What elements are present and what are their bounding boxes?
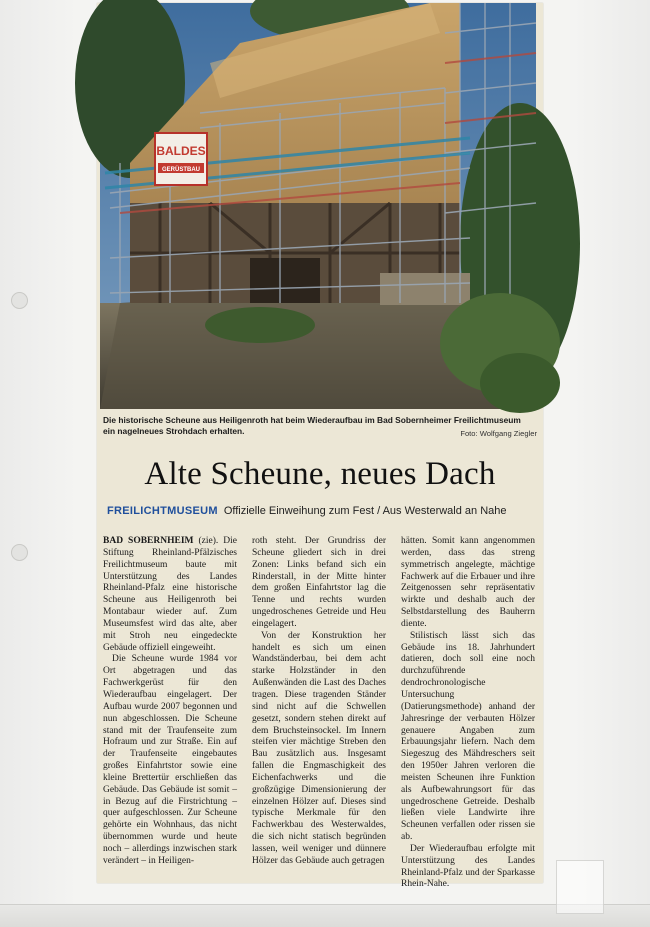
paragraph-text: (zie). Die Stiftung Rheinland-Pfälzisches Freilichtmuseum baute mit Unterstützung des Landes Rheinland-Pfalz eine historische Scheune aus Heiligenroth bei Montabaur wieder auf. Zum Museumsfest wird das alte, aber mit Stroh neu eingedeckte Gebäude offiziell eingeweiht. [103,536,237,653]
photo-credit: Foto: Wolfgang Ziegler [460,429,537,438]
text-column-3 [401,536,535,890]
dateline: BAD SOBERNHEIM [103,536,194,546]
paragraph: roth steht. Der Grundriss der Scheune gliedert sich in drei Zonen: Links befand sich ein Rinderstall, in der Mitte hinter dem großen Einfahrtstor lag die Tenne und rechts wurden ungedroschenes Getreide und Heu eingelagert. [252,536,386,629]
svg-text:BALDES: BALDES [156,144,206,158]
article-subheadline: Offizielle Einweihung zum Fest / Aus Westerwald an Nahe [223,505,507,517]
svg-text:GERÜSTBAU: GERÜSTBAU [161,167,201,173]
newspaper-clipping [97,3,543,890]
text-column-2 [252,536,386,881]
photo-caption: Die historische Scheune aus Heiligenroth hat beim Wiederaufbau im Bad Sobernheimer Freilichtmuseum ein nagelneues Strohdach erhalten. [103,415,521,436]
paragraph: Die Scheune wurde 1984 vor Ort abgetragen und das Fachwerkgerüst für den Wiederaufbau eingelagert. Der Aufbau wurde 2007 begonnen und nun abgeschlossen. Die Scheune stand mit der Traufenseite zum Hofraum und zur Straße. Ein auf der Traufenseite eingebautes großes Einfahrtstor sowie eine kleine Brettertür erschließen das Gebäude. Das Gebäude ist somit – in Bezug auf die Firstrichtung – quer aufgeschlossen. Zur Scheune gehörte ein Wohnhaus, das nicht übernommen wurde und heute noch – allerdings inzwischen stark verändert – in Heiligen- [103,654,237,866]
article-body [103,536,535,890]
punch-hole-middle [11,544,28,561]
paragraph: Der Wiederaufbau erfolgte mit Unterstützung des Landes Rheinland-Pfalz und der Sparkasse Rhein-Nahe. [401,843,535,890]
punch-hole-top [11,292,28,309]
kicker-row [107,505,537,517]
paragraph [103,536,237,654]
paragraph: hätten. Somit kann angenommen werden, dass das streng symmetrisch angelegte, mächtige Fachwerk auf die Erbauer und ihre Zeitgenossen sehr repräsentativ wirkte und deshalb auch der Selbstdarstellung des Bauherrn diente. [401,536,535,629]
barn-scaffolding-image [100,3,536,409]
article-headline: Alte Scheune, neues Dach [144,456,496,492]
scaffold-banner [155,133,207,185]
paragraph: Von der Konstruktion her handelt es sich um einen Wandständerbau, bei dem acht starke Holzständer in den Außenwänden die Last des Daches tragen. Diese tragenden Ständer sind nicht auf die Schwellen gesetzt, sondern stehen direkt auf dem Bruchsteinsockel. Im Innern steifen vier mächtige Streben den Bau zusätzlich aus. Insgesamt fallen die Engmaschigkeit des Eichenfachwerks und die großzügige Dimensionierung der einzelnen Hölzer auf. Dieses sind typische Merkmale für den Fachwerkbau des Westerwaldes, die sich nicht statisch begründen lassen, weil weniger und dünnere Hölzer das Gebäude auch getragen [252,630,386,866]
article-photo [100,3,536,409]
article-kicker: FREILICHTMUSEUM [107,505,218,517]
text-column-1 [103,536,237,881]
tape-strip [556,860,604,914]
paragraph: Stilistisch lässt sich das Gebäude ins 18. Jahrhundert datieren, doch soll eine noch durchzuführende dendrochronologische Untersuchung (Datierungsmethode) anhand der Jahresringe der verbauten Hölzer genauere Angaben zum Erbauungsjahr liefern. Nach dem Siegeszug des Mähdreschers seit den 1950er Jahren verloren die meisten Scheunen ihre Funktion als Aufbewahrungsort für das ungedroschene Getreide. Deshalb ließen viele Landwirte ihre Scheunen verfallen oder rissen sie ab. [401,630,535,843]
sheet-protector-edge [0,904,650,927]
